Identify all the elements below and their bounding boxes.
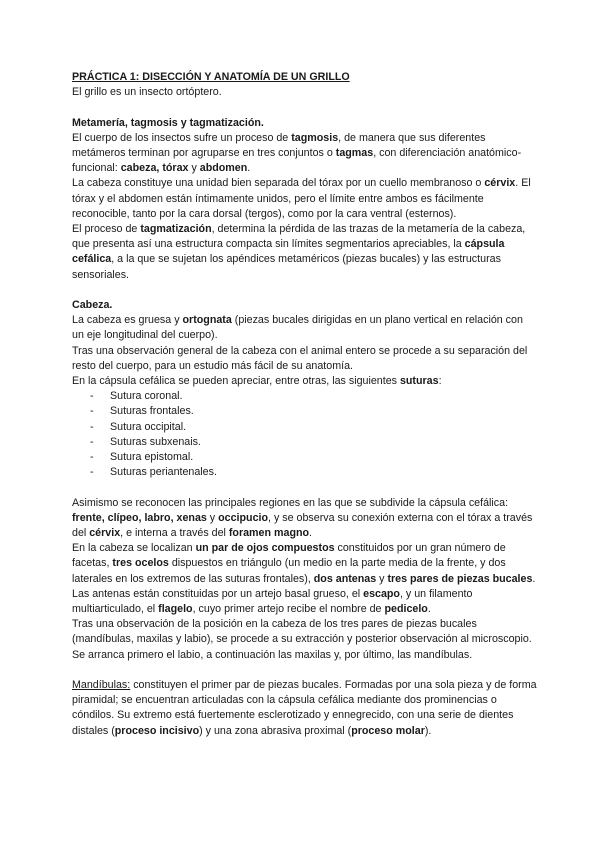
suturas-list	[72, 389, 537, 480]
list-item: - Sutura coronal.	[72, 389, 537, 404]
paragraph-suturas-intro: En la cápsula cefálica se pueden apreciar, entre otras, las siguientes suturas:	[72, 375, 442, 388]
list-item: - Sutura occipital.	[72, 420, 537, 435]
list-item: - Sutura epistomal.	[72, 450, 537, 465]
document-body	[72, 70, 537, 739]
section-heading-cabeza: Cabeza.	[72, 299, 113, 312]
paragraph-ojos-ocelos: En la cabeza se localizan un par de ojos compuestos constituidos por un gran número de facetas, tres ocelos dispuestos en triángulo (un medio en la parte media de la frente, y dos laterales en los extremos de las suturas frontales), dos antenas y tres pares de piezas bucales.	[72, 542, 536, 585]
list-item: - Suturas frontales.	[72, 404, 537, 419]
paragraph-piezas-bucales: Tras una observación de la posición en la cabeza de los tres pares de piezas bucales (mandíbulas, maxilas y labio), se procede a su extracción y posterior observación al microscopio. Se arranca primero el labio, a continuación las maxilas y, por último, las mandíbulas.	[72, 618, 532, 661]
paragraph-regiones: Asimismo se reconocen las principales regiones en las que se subdivide la cápsula cefálica: frente, clípeo, labro, xenas y occipucio, y se observa su conexión externa con el tórax a través del cérvix, e interna a través del foramen magno.	[72, 496, 533, 540]
paragraph-tagmosis: El cuerpo de los insectos sufre un proceso de tagmosis, de manera que sus diferentes metámeros terminan por agruparse en tres conjuntos o tagmas, con diferenciación anatómico-funcional: cabeza, tórax y abdomen.	[72, 131, 522, 175]
paragraph-tagmatizacion: El proceso de tagmatización, determina la pérdida de las trazas de la metamería de la cabeza, que presenta así una estructura compacta sin límites segmentarios apreciables, la cápsula cefálica, a la que se sujetan los apéndices metaméricos (piezas bucales) y las estructuras sensoriales.	[72, 223, 526, 281]
list-item: - Suturas periantenales.	[72, 465, 537, 480]
paragraph-mandibulas: Mandíbulas: constituyen el primer par de piezas bucales. Formadas por una sola pieza y de forma piramidal; se encuentran articuladas con la cápsula cefálica mediante dos prominencias o cóndilos. Su extremo está fuertemente esclerotizado y ennegrecido, con una serie de dientes distales (proceso incisivo) y una zona abrasiva proximal (proceso molar).	[72, 679, 537, 737]
paragraph-observacion: Tras una observación general de la cabeza con el animal entero se procede a su separación del resto del cuerpo, para un estudio más fácil de su anatomía.	[72, 344, 528, 372]
intro-paragraph: El grillo es un insecto ortóptero.	[72, 86, 222, 99]
page-title: PRÁCTICA 1: DISECCIÓN Y ANATOMÍA DE UN GRILLO	[72, 71, 350, 83]
mandibulas-label: Mandíbulas:	[72, 679, 131, 692]
section-heading-metameria: Metamería, tagmosis y tagmatización.	[72, 116, 264, 129]
paragraph-ortognata: La cabeza es gruesa y ortognata (piezas bucales dirigidas en un plano vertical en relación con un eje longitudinal del cuerpo).	[72, 314, 523, 342]
paragraph-antenas: Las antenas están constituidas por un artejo basal grueso, el escapo, y un filamento multiarticulado, el flagelo, cuyo primer artejo recibe el nombre de pedicelo.	[72, 587, 473, 616]
list-item: - Suturas subxenais.	[72, 435, 537, 450]
paragraph-cervix: La cabeza constituye una unidad bien separada del tórax por un cuello membranoso o cérvix. El tórax y el abdomen están íntimamente unidos, pero el límite entre ambos es fácilmente reconocible, tanto por la cara dorsal (tergos), como por la cara ventral (esternos).	[72, 177, 531, 220]
